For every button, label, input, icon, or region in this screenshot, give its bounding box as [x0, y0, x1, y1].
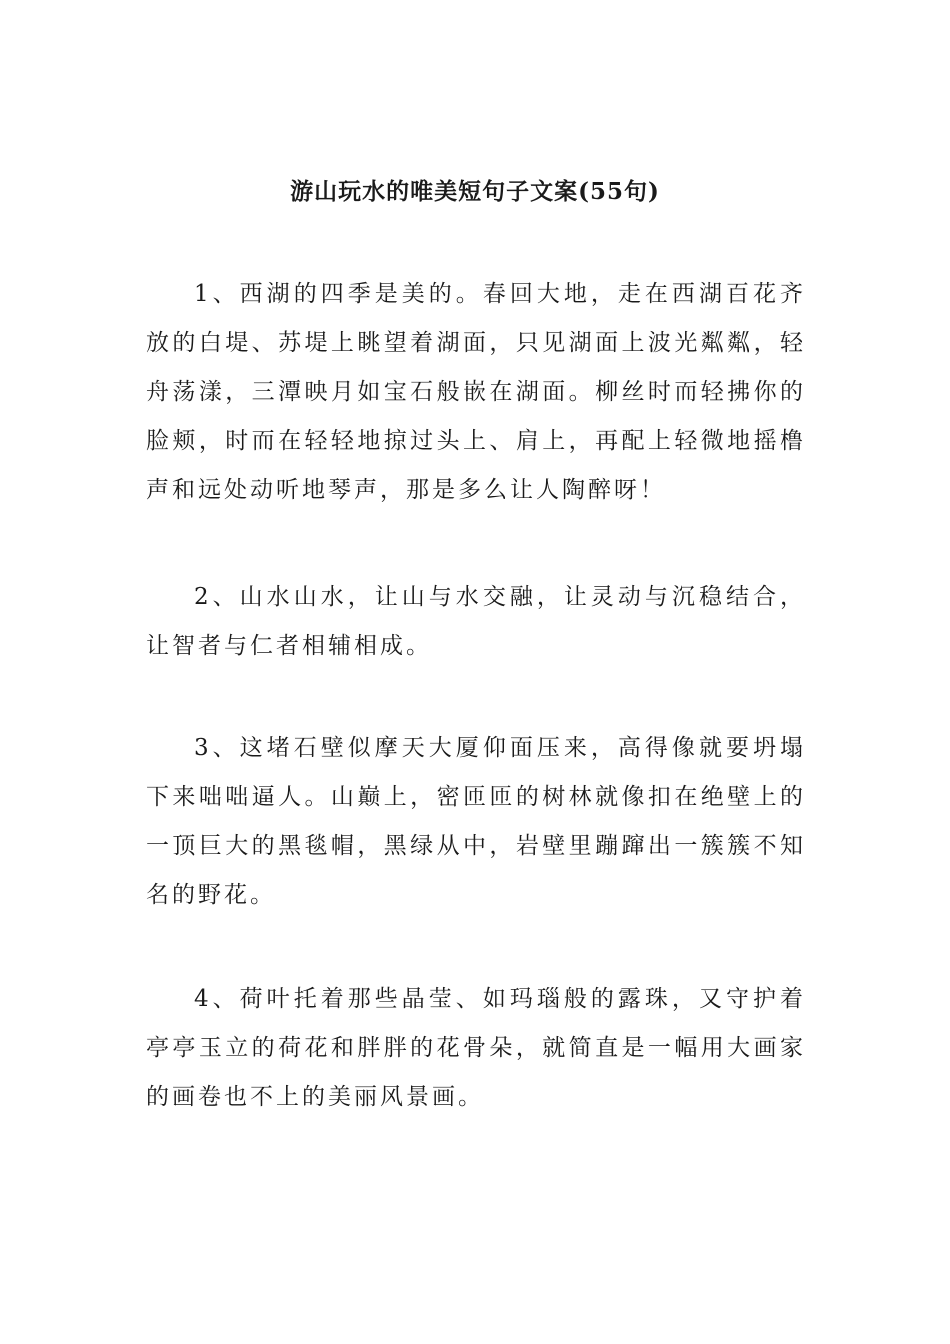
- paragraph-1: 1、西湖的四季是美的。春回大地，走在西湖百花齐放的白堤、苏堤上眺望着湖面，只见湖面上波光粼粼，轻舟荡漾，三潭映月如宝石般嵌在湖面。柳丝时而轻拂你的脸颊，时而在轻轻地掠过头上、肩上，再配上轻微地摇橹声和远处动听地琴声，那是多么让人陶醉呀！: [146, 281, 806, 503]
- paragraph-4: 4、荷叶托着那些晶莹、如玛瑙般的露珠，又守护着亭亭玉立的荷花和胖胖的花骨朵，就简直是一幅用大画家的画卷也不上的美丽风景画。: [146, 986, 806, 1110]
- paragraph-2: 2、山水山水，让山与水交融，让灵动与沉稳结合，让智者与仁者相辅相成。: [146, 584, 806, 659]
- document-title: 游山玩水的唯美短句子文案(55句): [290, 178, 660, 205]
- paragraph-3: 3、这堵石壁似摩天大厦仰面压来，高得像就要坍塌下来咄咄逼人。山巅上，密匝匝的树林就像扣在绝壁上的一顶巨大的黑毯帽，黑绿从中，岩壁里蹦蹿出一簇簇不知名的野花。: [146, 735, 806, 908]
